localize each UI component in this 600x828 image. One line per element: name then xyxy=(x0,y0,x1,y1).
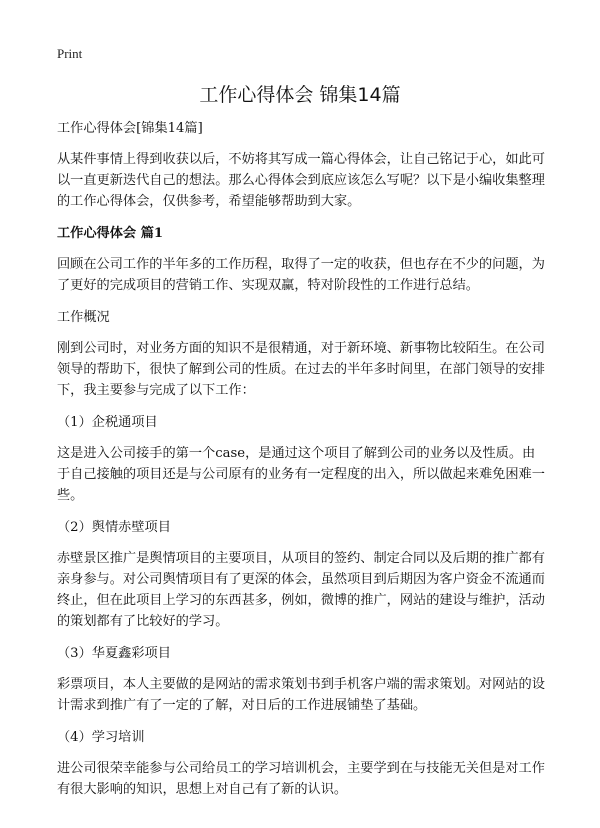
section-heading: 工作心得体会 篇1 xyxy=(57,226,164,241)
section-intro-paragraph: 回顾在公司工作的半年多的工作历程，取得了一定的收获，但也存在不少的问题，为了更好的完成项目的营销工作、实现双赢，特对阶段性的工作进行总结。 xyxy=(57,257,545,293)
overview-paragraph: 刚到公司时，对业务方面的知识不是很精通，对于新环境、新事物比较陌生。在公司领导的帮助下，很快了解到公司的性质。在过去的半年多时间里，在部门领导的安排下，我主要参与完成了以下工作： xyxy=(57,341,545,398)
page-title: 工作心得体会 锦集14篇 xyxy=(199,84,401,106)
article-body xyxy=(57,118,547,811)
item-paragraph-4: 进公司很荣幸能参与公司给员工的学习培训机会，主要学到在与技能无关但是对工作有很大影响的知识，思想上对自己有了新的认识。 xyxy=(57,761,545,797)
intro-paragraph: 从某件事情上得到收获以后，不妨将其写成一篇心得体会，让自己铭记于心，如此可以一直更新迭代自己的想法。那么心得体会到底应该怎么写呢？以下是小编收集整理的工作心得体会，仅供参考，希望能够帮助到大家。 xyxy=(57,152,545,209)
item-paragraph-3: 彩票项目，本人主要做的是网站的需求策划书到手机客户端的需求策划。对网站的设计需求到推广有了一定的了解，对日后的工作进展铺垫了基础。 xyxy=(57,677,545,713)
article-subtitle: 工作心得体会[锦集14篇] xyxy=(57,121,203,136)
item-paragraph-1: 这是进入公司接手的第一个case，是通过这个项目了解到公司的业务以及性质。由于自己接触的项目还是与公司原有的业务有一定程度的出入，所以做起来难免困难一些。 xyxy=(57,446,545,503)
overview-heading: 工作概况 xyxy=(57,310,110,325)
item-heading-2: （2）舆情赤壁项目 xyxy=(57,520,171,535)
item-heading-4: （4）学习培训 xyxy=(57,730,145,745)
item-paragraph-2: 赤壁景区推广是舆情项目的主要项目，从项目的签约、制定合同以及后期的推广都有亲身参与。对公司舆情项目有了更深的体会，虽然项目到后期因为客户资金不流通而终止，但在此项目上学习的东西甚多，例如，微博的推广，网站的建设与维护，活动的策划都有了比较好的学习。 xyxy=(57,551,545,629)
print-link[interactable]: Print xyxy=(57,46,83,61)
item-heading-3: （3）华夏鑫彩项目 xyxy=(57,646,171,661)
item-heading-1: （1）企税通项目 xyxy=(57,415,158,430)
